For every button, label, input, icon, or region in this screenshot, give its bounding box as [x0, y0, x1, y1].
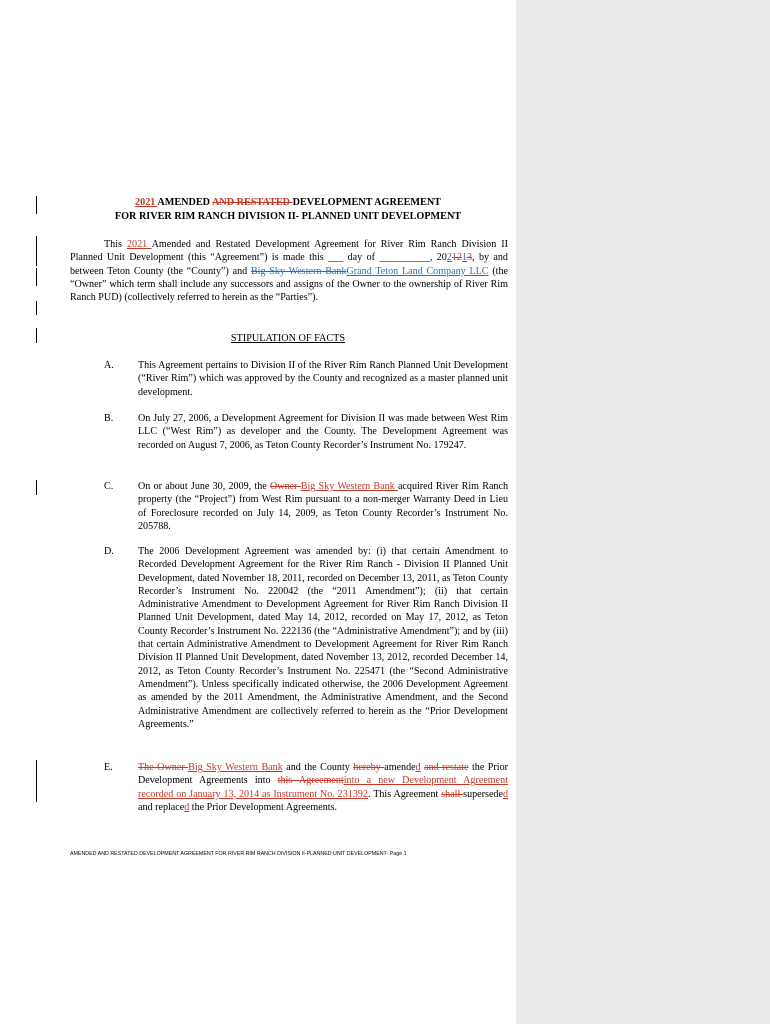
- intro-insertion: 1: [461, 252, 467, 264]
- item-e-insertion: Big Sky Western Bank: [188, 762, 283, 773]
- change-bar: [36, 268, 37, 286]
- change-bar: [36, 236, 37, 266]
- title-text: AMENDED: [157, 197, 212, 208]
- item-c-deletion: Owner: [270, 481, 301, 492]
- title-insertion: 2021: [135, 197, 158, 208]
- item-e-insertion: into a new Development Agreement recorded on January 13, 2014 as Instrument No. 231392: [138, 775, 508, 800]
- item-text-a: This Agreement pertains to Division II of the River Rim Ranch Planned Unit Development (“River Rim”) which was approved by the County and recognized as a master planned unit development.: [138, 360, 508, 398]
- item-c-insertion: Big Sky Western Bank: [300, 481, 398, 492]
- item-e-deletion: hereby: [353, 762, 385, 773]
- item-e-deletion: shall: [441, 788, 464, 800]
- intro-text: Amended and Restated Development Agreement for River Rim Ranch Division II Planned Unit Development (this “Agreement”) is made this ___ day of __________, 20: [70, 239, 508, 264]
- intro-insertion: 2021: [126, 239, 152, 250]
- item-text-c: [138, 480, 508, 533]
- item-e-text: amende: [384, 762, 416, 773]
- item-c-text: On or about June 30, 2009, the: [138, 481, 271, 492]
- item-e-deletion: this Agreement: [277, 775, 344, 787]
- item-text-b: On July 27, 2006, a Development Agreement for Division II was made between West Rim LLC (“West Rim”) as developer and the County. The Development Agreement was recorded on August 7, 2006, as Teton County Recorder’s Instrument No. 179247.: [138, 413, 508, 451]
- intro-deletion: 12: [451, 252, 462, 264]
- document-title-line-1: [62, 196, 514, 210]
- intro-text: (the “Owner” which term shall include any successors and assigns of the Owner to the ownership of River Rim Ranch PUD) (collectively referred to herein as the “Parties”).: [70, 265, 509, 304]
- change-bar: [36, 760, 37, 802]
- item-e-insertion: d: [415, 762, 421, 773]
- intro-text: This: [104, 239, 127, 250]
- title-deletion: AND RESTATED: [212, 197, 293, 208]
- intro-text: , by and between Teton County (the “County”) and: [70, 252, 508, 277]
- item-label-e: E.: [104, 762, 113, 773]
- change-bar: [36, 480, 37, 495]
- change-bar: [36, 196, 37, 214]
- item-e-text: supersede: [463, 788, 503, 800]
- change-bar: [36, 328, 37, 343]
- item-e-deletion: The Owner: [138, 762, 189, 773]
- item-e-text: and the County: [282, 762, 354, 773]
- item-text-e: [138, 761, 508, 814]
- stipulation-heading: STIPULATION OF FACTS: [230, 333, 346, 344]
- item-label-a: A.: [104, 360, 114, 371]
- document-title-line-2: FOR RIVER RIM RANCH DIVISION II- PLANNED UNIT DEVELOPMENT: [114, 211, 462, 222]
- comment-pane: [516, 0, 770, 1024]
- item-e-text: and replace: [138, 801, 185, 813]
- intro-insertion: 2: [446, 252, 452, 264]
- item-label-c: C.: [104, 481, 114, 492]
- item-label-b: B.: [104, 413, 114, 424]
- item-e-text: the Prior Development Agreements.: [189, 801, 338, 813]
- intro-insertion: Grand Teton Land Company LLC: [346, 265, 489, 277]
- intro-deletion: 3: [467, 252, 473, 264]
- item-c-text: acquired River Rim Ranch property (the “Project”) from West Rim pursuant to a non-merger Warranty Deed in Lieu of Foreclosure recorded on July 14, 2009, as Teton County Recorder’s Instrument No. 205788.: [138, 481, 509, 532]
- item-text-d: The 2006 Development Agreement was amended by: (i) that certain Amendment to Recorded Development Agreement for the River Rim Ranch - Division II Planned Unit Development, dated November 18, 2011, recorded on December 13, 2011, as Teton County Recorder’s Instrument No. 220042 (the “2011 Amendment”); (ii) that certain Administrative Amendment to Development Agreement for River Rim Ranch Division II Planned Unit Development, dated May 14, 2012, recorded on May 17, 2012, as Teton County Recorder’s Instrument No. 222136 (the “Administrative Amendment”); and by (iii) that certain Administrative Amendment to Development Agreement for River Rim Ranch Division II Planned Unit Development, dated November 13, 2012, recorded December 14, 2012, as Teton County Recorder’s Instrument No. 225471 (the “Second Administrative Amendment”). Unless specifically indicated otherwise, the 2006 Development Agreement as amended by the 2011 Amendment, the Administrative Amendment, and the Second Administrative Amendment are collectively referred to herein as the “Prior Development Agreements.”: [138, 546, 508, 730]
- item-e-insertion: d: [184, 801, 190, 813]
- title-text: DEVELOPMENT AGREEMENT: [292, 197, 441, 208]
- item-e-insertion: d: [502, 788, 509, 800]
- change-bar: [36, 301, 37, 315]
- page-footer: AMENDED AND RESTATED DEVELOPMENT AGREEMENT FOR RIVER RIM RANCH DIVISION II-PLANNED UNIT DEVELOPMENT- Page 1: [70, 851, 407, 857]
- item-e-text: the Prior Development Agreements into: [138, 762, 508, 787]
- intro-paragraph: [70, 238, 508, 304]
- item-label-d: D.: [104, 546, 114, 557]
- item-e-text: . This Agreement: [367, 788, 442, 800]
- intro-deletion: Big Sky Western Bank: [250, 265, 347, 277]
- item-e-deletion: and restate: [424, 762, 469, 773]
